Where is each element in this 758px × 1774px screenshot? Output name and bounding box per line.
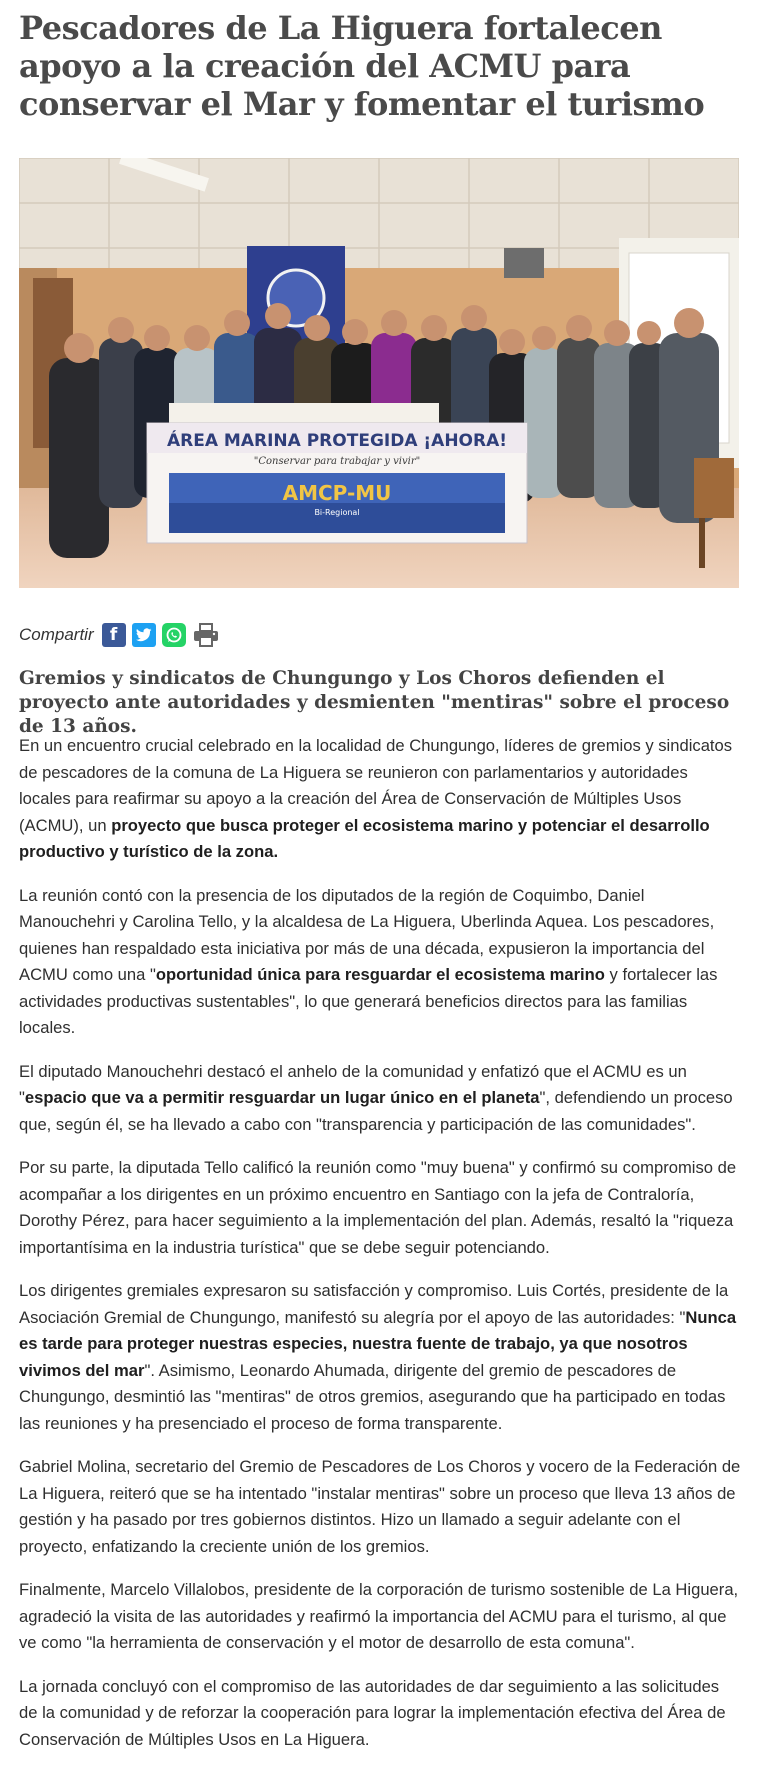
paragraph: La reunión contó con la presencia de los diputados de la región de Coquimbo, Daniel Manouchehri y Carolina Tello, y la alcaldesa de La Higuera, Uberlinda Aquea. Los pescadores, quienes han respaldado esta iniciativa por más de una década, expusieron la importancia del ACMU como una "oportunidad única para resguardar el ecosistema marino y fortalecer las actividades productivas sustentables", lo que generará beneficios directos para las familias locales. <box>19 885 718 1037</box>
banner-logo-text: AMCP-MU <box>282 481 392 505</box>
whatsapp-icon[interactable] <box>162 623 186 647</box>
paragraph: En un encuentro crucial celebrado en la localidad de Chungungo, líderes de gremios y sindicatos de pescadores de la comuna de La Higuera se reunieron con parlamentarios y autoridades locales para reafirmar su apoyo a la creación del Área de Conservación de Múltiples Usos (ACMU), un proyecto que busca proteger el ecosistema marino y potenciar el desarrollo productivo y turístico de la zona. <box>19 736 733 861</box>
share-bar <box>19 621 226 649</box>
article-headline: Pescadores de La Higuera fortalecen apoyo a la creación del ACMU para conservar el Mar y fomentar el turismo <box>19 9 705 123</box>
twitter-icon[interactable] <box>132 623 156 647</box>
banner-text-line1: ÁREA MARINA PROTEGIDA ¡AHORA! <box>167 431 507 451</box>
group-photo <box>19 158 739 588</box>
share-label: Compartir <box>19 625 94 644</box>
facebook-icon[interactable]: f <box>102 623 126 647</box>
banner-logo-sub: Bi-Regional <box>314 508 360 517</box>
paragraph: Finalmente, Marcelo Villalobos, presidente de la corporación de turismo sostenible de La Higuera, agradeció la visita de las autoridades y reafirmó la importancia del ACMU para el turismo, al que ve como "la herramienta de conservación y el motor de desarrollo de esta comuna". <box>19 1580 739 1652</box>
paragraph: Gabriel Molina, secretario del Gremio de Pescadores de Los Choros y vocero de la Federación de La Higuera, reiteró que se ha intentado "instalar mentiras" sobre un proceso que lleva 13 años de gestión y ha pasado por tres gobiernos distintos. Hizo un llamado a seguir adelante con el proyecto, enfatizando la creciente unión de los gremios. <box>19 1457 741 1556</box>
paragraph: Los dirigentes gremiales expresaron su satisfacción y compromiso. Luis Cortés, presidente de la Asociación Gremial de Chungungo, manifestó su alegría por el apoyo de las autoridades: "Nunca es tarde para proteger nuestras especies, nuestra fuente de trabajo, ya que nosotros vivimos del mar". Asimismo, Leonardo Ahumada, dirigente del gremio de pescadores de Chungungo, desmintió las "mentiras" de otros gremios, asegurando que ha participado en todas las reuniones y ha presenciado el proceso de forma transparente. <box>19 1281 737 1433</box>
article-subheadline: Gremios y sindicatos de Chungungo y Los Choros defienden el proyecto ante autoridades y desmienten "mentiras" sobre el proceso de 13 años. <box>19 668 730 737</box>
paragraph: El diputado Manouchehri destacó el anhelo de la comunidad y enfatizó que el ACMU es un "espacio que va a permitir resguardar un lugar único en el planeta", defendiendo un proceso que, según él, se ha llevado a cabo con "transparencia y participación de las comunidades". <box>19 1061 733 1134</box>
paragraph: La jornada concluyó con el compromiso de las autoridades de dar seguimiento a las solicitudes de la comunidad y de reforzar la cooperación para lograr la implementación efectiva del Área de Conservación de Múltiples Usos en La Higuera. <box>19 1676 726 1749</box>
banner-text-line2: "Conservar para trabajar y vivir" <box>253 456 421 467</box>
article-hero-image <box>19 158 739 588</box>
paragraph: Por su parte, la diputada Tello calificó la reunión como "muy buena" y confirmó su compromiso de acompañar a los dirigentes en un próximo encuentro en Santiago con la jefa de Contraloría, Dorothy Pérez, para hacer seguimiento a la implementación del plan. Además, resaltó la "riqueza importantísima en la industria turística" que se debe seguir potenciando. <box>19 1158 737 1257</box>
print-icon[interactable] <box>192 623 220 647</box>
article-body <box>19 733 741 1770</box>
